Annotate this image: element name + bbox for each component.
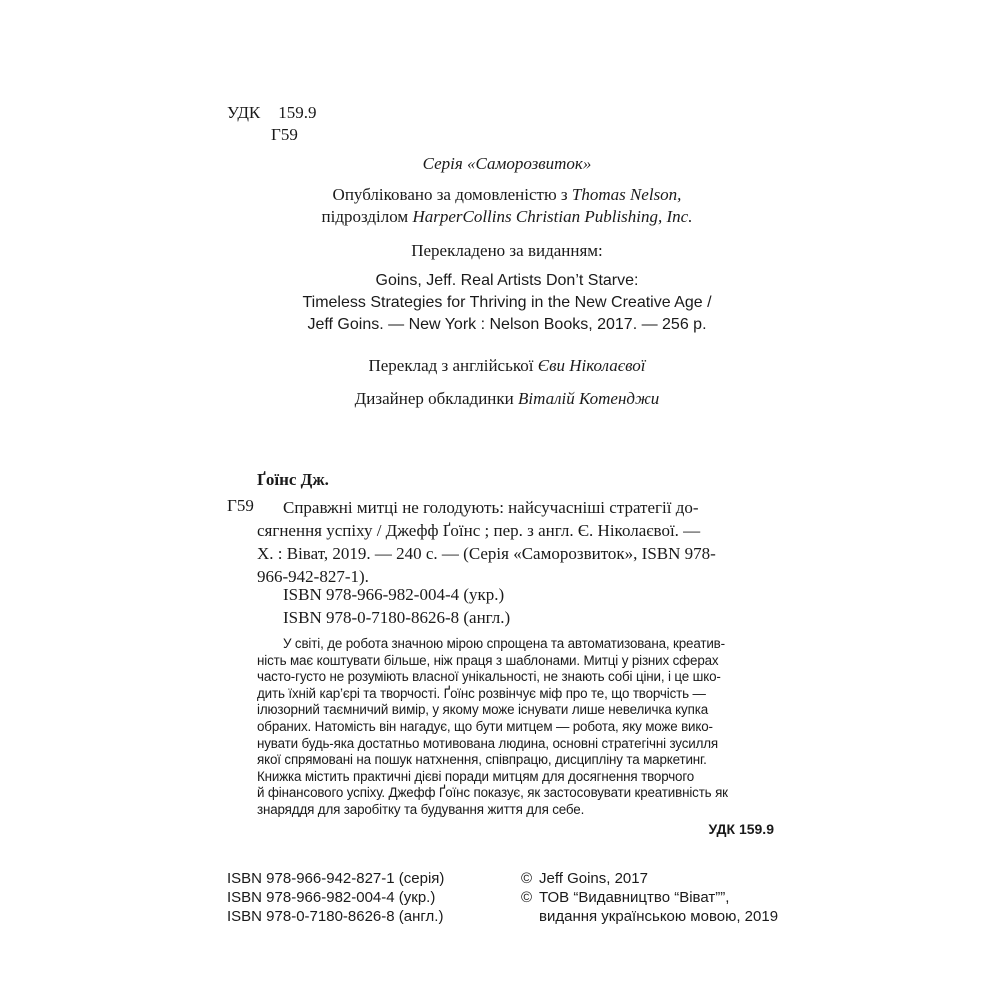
catalog-line: 966-942-827-1). xyxy=(257,567,369,586)
udk-header xyxy=(227,101,317,125)
abstract xyxy=(257,636,777,819)
parent-publisher-name: HarperCollins Christian Publishing, Inc. xyxy=(412,207,693,226)
author-mark: Г59 xyxy=(271,125,298,144)
footer-isbn-list xyxy=(227,869,444,926)
catalog-isbn-ua: ISBN 978-966-982-004-4 (укр.) xyxy=(283,585,505,604)
designer-credit xyxy=(227,388,787,410)
abstract-line: У світі, де робота значною мірою спрощена та автоматизована, креатив- xyxy=(283,636,725,651)
original-line-1: Goins, Jeff. Real Artists Don’t Starve: xyxy=(375,272,639,289)
translator-name: Єви Ніколаєвої xyxy=(537,356,646,375)
abstract-line: Книжка містить практичні дієві поради митцям для досягнення творчого xyxy=(257,768,695,784)
abstract-line: знаряддя для заробітку та будування життя для себе. xyxy=(257,801,585,817)
publication-note xyxy=(227,184,787,228)
publication-line-2-text: підрозділом xyxy=(321,207,413,226)
footer-isbn-en: ISBN 978-0-7180-8626-8 (англ.) xyxy=(227,908,444,925)
copyright-author-text: Jeff Goins, 2017 xyxy=(539,870,648,887)
translator-label: Переклад з англійської xyxy=(368,356,538,375)
original-line-3: Jeff Goins. — New York : Nelson Books, 2017. — 256 p. xyxy=(307,316,707,333)
publication-line-1-text: Опубліковано за домовленістю з xyxy=(332,185,572,204)
udk-number: 159.9 xyxy=(278,103,317,122)
abstract-line: якої спрямовані на пошук натхнення, співпрацю, дисципліну та маркетинг. xyxy=(257,752,707,768)
footer-isbn-ua: ISBN 978-966-982-004-4 (укр.) xyxy=(227,889,436,906)
abstract-line: дить їхній кар’єрі та творчості. Ґоїнс розвінчує міф про те, що творчість — xyxy=(257,685,706,701)
catalog-line: Х. : Віват, 2019. — 240 с. — (Серія «Саморозвиток», ISBN 978- xyxy=(257,544,716,563)
udk-label: УДК xyxy=(227,103,261,122)
copyright-icon: © xyxy=(521,889,533,906)
copyright-icon: © xyxy=(521,870,533,887)
copyright-publisher-text: ТОВ “Видавництво “Віват””, xyxy=(539,889,730,906)
catalog-line: сягнення успіху / Джефф Ґоїнс ; пер. з англ. Є. Ніколаєвої. — xyxy=(257,521,701,540)
abstract-line: ілюзорний таємничий вимір, у якому може існувати лише невеличка купка xyxy=(257,702,708,718)
footer-isbn-series: ISBN 978-966-942-827-1 (серія) xyxy=(227,870,445,887)
original-line-2: Timeless Strategies for Thriving in the New Creative Age / xyxy=(302,294,712,311)
abstract-udk: УДК 159.9 xyxy=(708,821,774,837)
original-edition xyxy=(227,270,787,336)
copyright-edition: видання українською мовою, 2019 xyxy=(539,908,779,925)
abstract-line: обраних. Натомість він нагадує, що бути митцем — робота, яку може вико- xyxy=(257,718,713,734)
publication-line-1 xyxy=(227,184,787,206)
footer-copyright xyxy=(521,869,778,926)
catalog-isbn-en: ISBN 978-0-7180-8626-8 (англ.) xyxy=(283,608,511,627)
designer-label: Дизайнер обкладинки xyxy=(354,389,519,408)
abstract-line: й фінансового успіху. Джефф Ґоїнс показує, як застосовувати креативність як xyxy=(257,785,728,801)
abstract-line: нувати будь-яка достатньо мотивована людина, основні стратегічні зусилля xyxy=(257,735,719,751)
catalog-author: Ґоїнс Дж. xyxy=(257,470,329,489)
publication-line-2 xyxy=(227,206,787,228)
series-line: Серія «Саморозвиток» xyxy=(422,154,592,173)
abstract-line: часто-густо не розуміють власної унікальності, не знають собі ціни, і це шко- xyxy=(257,669,721,685)
catalog-code: Г59 xyxy=(227,496,254,515)
abstract-line: ність має коштувати більше, ніж праця з шаблонами. Митці у різних сферах xyxy=(257,652,719,668)
translated-from-label: Перекладено за виданням: xyxy=(411,241,603,260)
publisher-name: Thomas Nelson, xyxy=(571,185,682,204)
translator-credit xyxy=(227,355,787,377)
copyright-publisher xyxy=(521,888,778,907)
copyright-author xyxy=(521,869,778,888)
catalog-description xyxy=(257,496,777,588)
catalog-line: Справжні митці не голодують: найсучасніші стратегії до- xyxy=(283,498,699,517)
designer-name: Віталій Котенджи xyxy=(518,389,660,408)
